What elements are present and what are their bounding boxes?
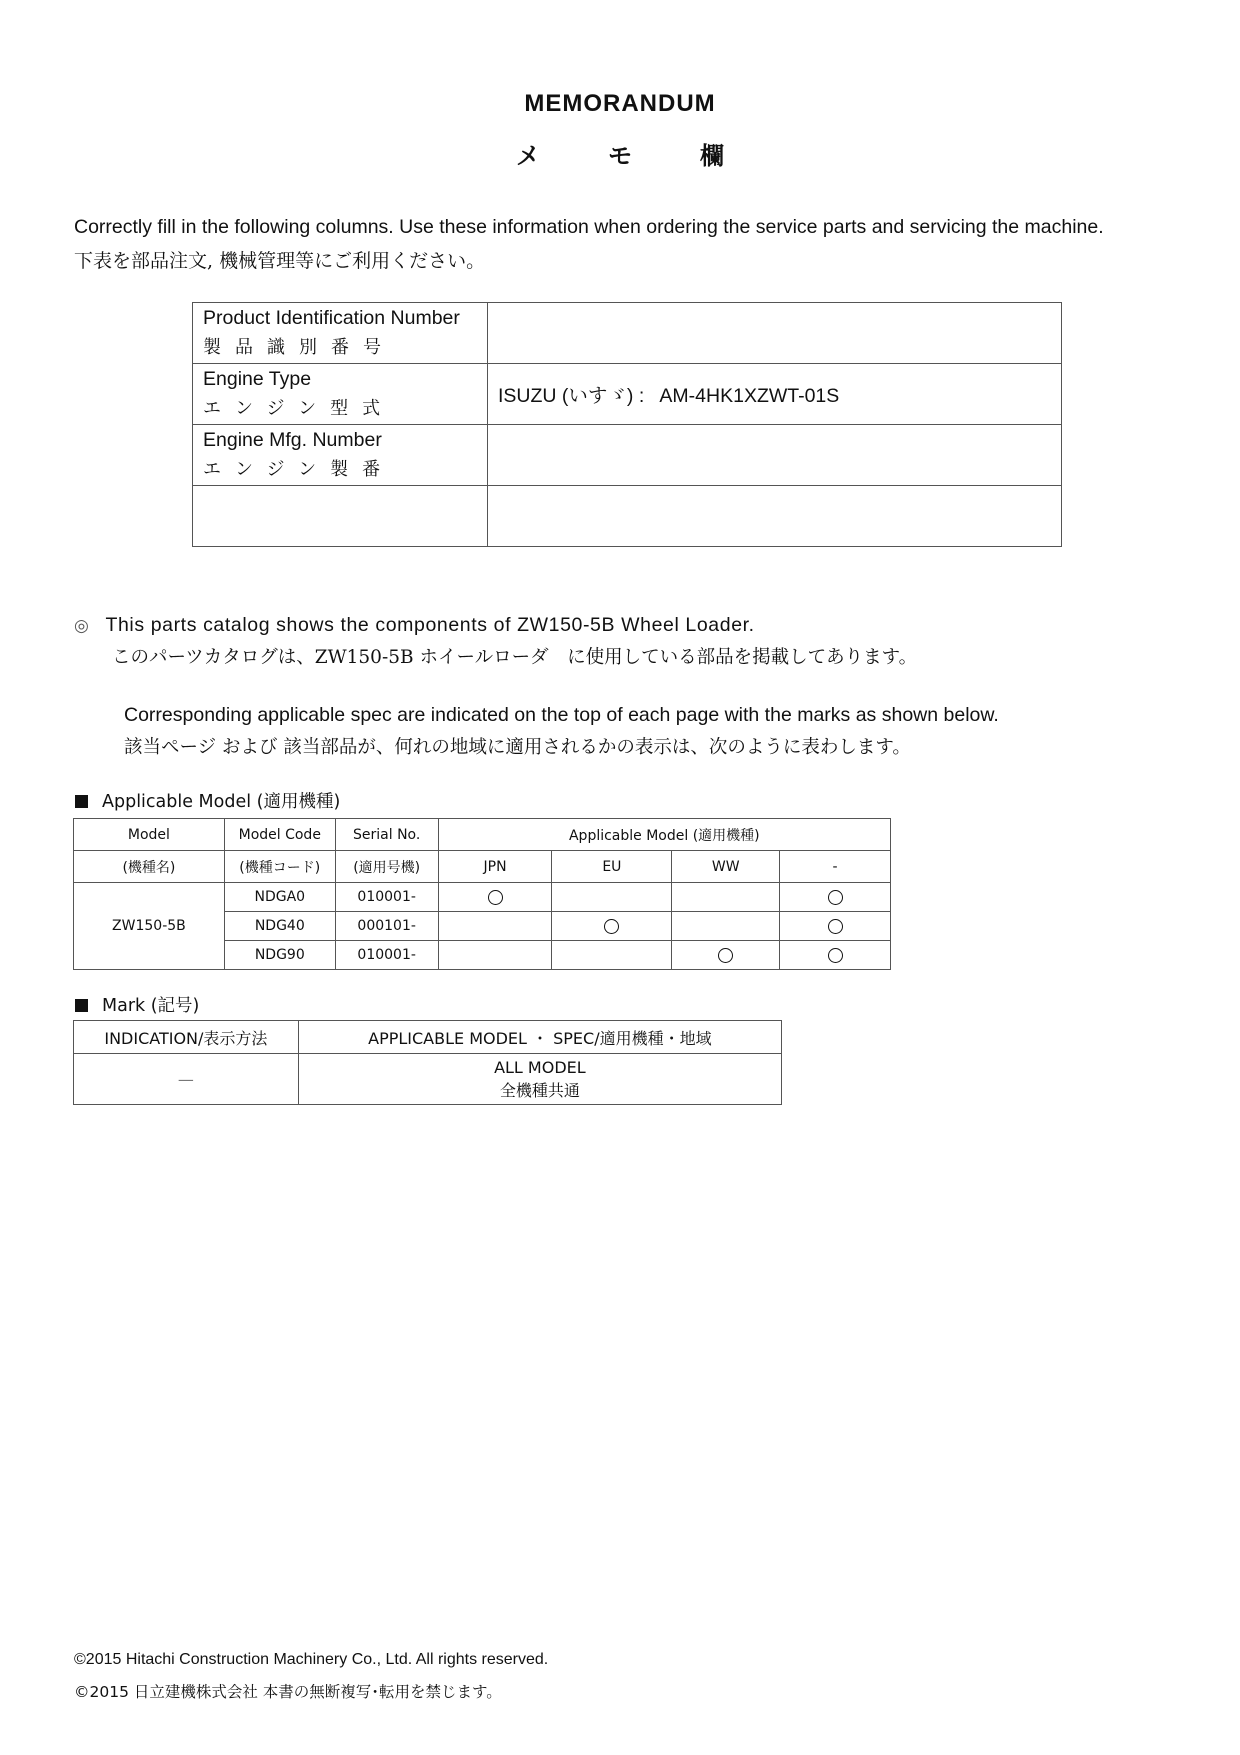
- label-jp: エンジン型式: [203, 398, 395, 419]
- indication-dash: —: [74, 1054, 299, 1105]
- applicable-circle-icon: [604, 919, 619, 934]
- id-label: [193, 425, 488, 486]
- header-applicable-model: Applicable Model (適用機種): [438, 819, 890, 851]
- model-code-cell: NDGA0: [224, 883, 335, 912]
- label-en: Product Identification Number: [203, 307, 460, 329]
- applicable-model-table: [73, 818, 891, 970]
- table-row: [74, 883, 891, 912]
- engine-type-value[interactable]: ISUZU (いすゞ) : AM-4HK1XZWT-01S: [488, 364, 1062, 425]
- applicable-model-heading-text: Applicable Model (適用機種): [102, 792, 341, 812]
- mark-cell: [672, 912, 780, 941]
- mark-cell: [552, 883, 672, 912]
- intro-text-en: Correctly fill in the following columns. Use these information when ordering the service parts and servicing the machine.: [74, 216, 1104, 238]
- header-region-eu: EU: [552, 851, 672, 883]
- id-row-engine-mfg-number: [193, 425, 1062, 486]
- intro-text-jp: 下表を部品注文, 機械管理等にご利用ください。: [74, 250, 486, 272]
- all-model-en: ALL MODEL: [494, 1058, 586, 1077]
- label-en: Engine Type: [203, 368, 312, 390]
- serial-cell: 000101-: [335, 912, 438, 941]
- model-code-cell: NDG40: [224, 912, 335, 941]
- mark-cell: [552, 912, 672, 941]
- spec-note-jp: 該当ページ および 該当部品が、何れの地域に適用されるかの表示は、次のように表わします。: [124, 737, 911, 758]
- applicable-circle-icon: [828, 948, 843, 963]
- all-model-cell: [298, 1054, 781, 1105]
- mark-heading-text: Mark (記号): [102, 996, 200, 1016]
- mark-cell: [672, 883, 780, 912]
- label-en: Engine Mfg. Number: [203, 429, 382, 451]
- double-circle-icon: ◎: [74, 616, 90, 636]
- blank-label[interactable]: [193, 486, 488, 547]
- mark-table: [73, 1020, 782, 1105]
- header-region-ww: WW: [672, 851, 780, 883]
- copyright-jp: ©2015 日立建機株式会社 本書の無断複写･転用を禁じます。: [74, 1683, 502, 1701]
- id-label: [193, 364, 488, 425]
- mark-cell: [780, 883, 891, 912]
- serial-cell: 010001-: [335, 941, 438, 970]
- catalog-note-text: This parts catalog shows the components of ZW150-5B Wheel Loader.: [105, 614, 755, 636]
- header-model: Model: [74, 819, 225, 851]
- header-model-jp: (機種名): [74, 851, 225, 883]
- applicable-model-heading: [75, 788, 340, 813]
- header-applicable-spec: APPLICABLE MODEL ・ SPEC/適用機種・地域: [298, 1021, 781, 1054]
- all-model-jp: 全機種共通: [499, 1081, 580, 1100]
- catalog-note-en: [74, 614, 755, 637]
- label-jp: 製品識別番号: [203, 337, 395, 358]
- identification-table: [192, 302, 1062, 547]
- id-row-blank: [193, 486, 1062, 547]
- blank-value[interactable]: [488, 486, 1062, 547]
- model-code-cell: NDG90: [224, 941, 335, 970]
- id-label: [193, 303, 488, 364]
- header-serial-jp: (適用号機): [335, 851, 438, 883]
- applicable-circle-icon: [828, 890, 843, 905]
- subtitle-char-1: メ: [516, 142, 540, 170]
- applicable-circle-icon: [488, 890, 503, 905]
- square-bullet-icon: [75, 795, 88, 808]
- mark-cell: [780, 912, 891, 941]
- mark-cell: [780, 941, 891, 970]
- header-serial: Serial No.: [335, 819, 438, 851]
- serial-cell: 010001-: [335, 883, 438, 912]
- header-indication: INDICATION/表示方法: [74, 1021, 299, 1054]
- header-region-jpn: JPN: [438, 851, 552, 883]
- page-subtitle: [0, 136, 1240, 171]
- id-row-product-number: [193, 303, 1062, 364]
- applicable-circle-icon: [828, 919, 843, 934]
- id-row-engine-type: [193, 364, 1062, 425]
- mark-cell: [438, 941, 552, 970]
- mark-cell: [438, 883, 552, 912]
- square-bullet-icon: [75, 999, 88, 1012]
- mark-cell: [552, 941, 672, 970]
- spec-note-en: Corresponding applicable spec are indicated on the top of each page with the marks as shown below.: [124, 704, 999, 726]
- header-model-code: Model Code: [224, 819, 335, 851]
- header-model-code-jp: (機種コード): [224, 851, 335, 883]
- mark-cell: [438, 912, 552, 941]
- subtitle-char-2: モ: [608, 142, 632, 170]
- engine-mfg-number-value[interactable]: [488, 425, 1062, 486]
- header-region-other: -: [780, 851, 891, 883]
- product-number-value[interactable]: [488, 303, 1062, 364]
- catalog-note-jp: このパーツカタログは、ZW150-5B ホイールローダ に使用している部品を掲載してあります。: [112, 647, 918, 668]
- copyright-en: ©2015 Hitachi Construction Machinery Co., Ltd. All rights reserved.: [74, 1651, 549, 1668]
- mark-cell: [672, 941, 780, 970]
- label-jp: エンジン製番: [203, 459, 395, 480]
- page-title: MEMORANDUM: [524, 90, 716, 117]
- model-name-cell: ZW150-5B: [74, 883, 225, 970]
- applicable-circle-icon: [718, 948, 733, 963]
- subtitle-char-3: 欄: [700, 142, 724, 170]
- mark-heading: [75, 992, 199, 1017]
